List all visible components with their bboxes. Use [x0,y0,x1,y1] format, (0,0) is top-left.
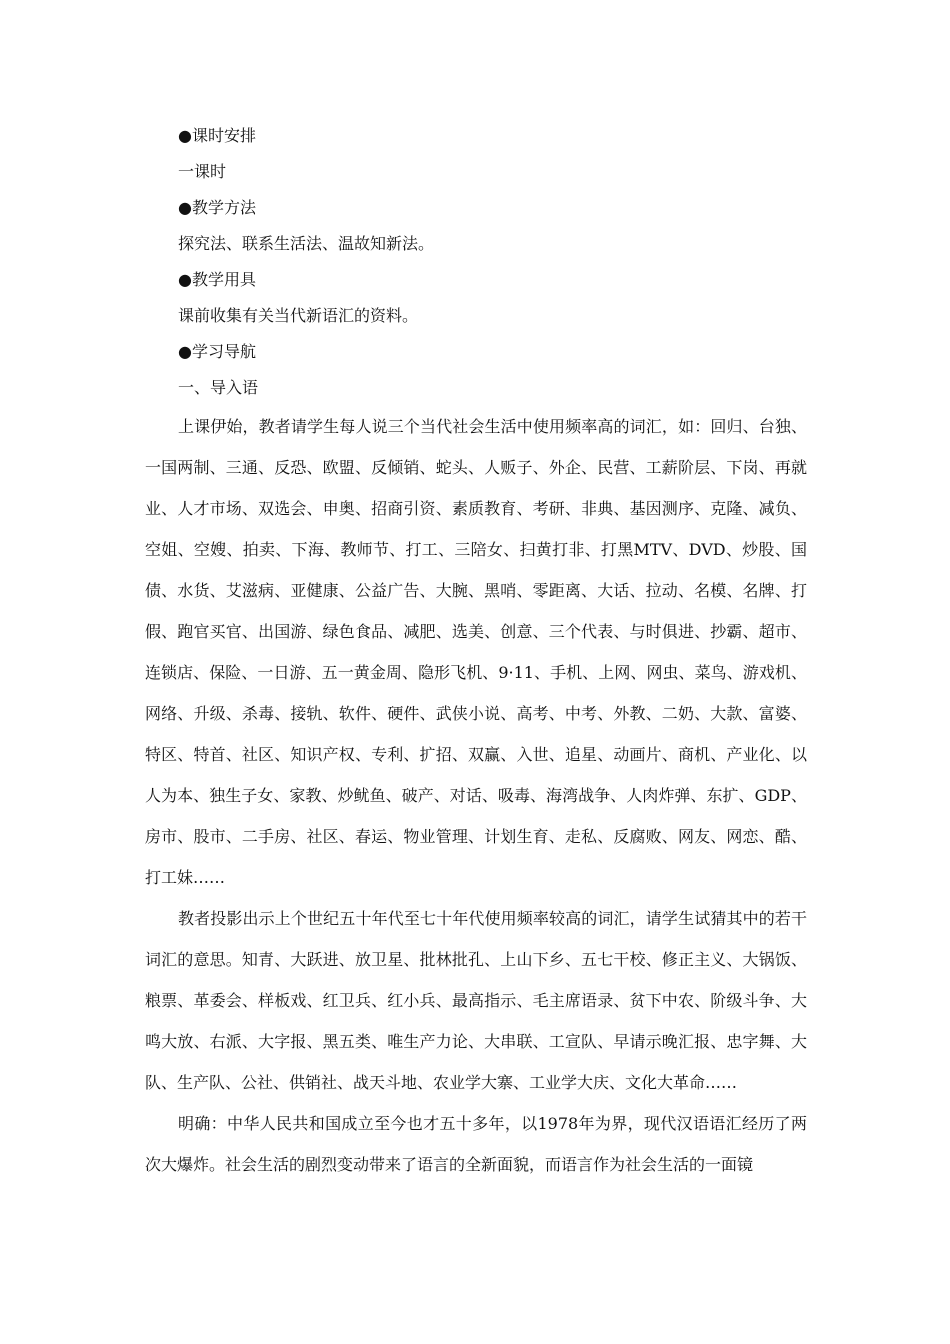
section-heading-guide: ●学习导航 [178,342,256,361]
intro-heading: 一、导入语 [178,378,259,397]
paragraph-modern-vocabulary: 上课伊始，教者请学生每人说三个当代社会生活中使用频率高的词汇，如：回归、台独、一国两制、三通、反恐、欧盟、反倾销、蛇头、人贩子、外企、民营、工薪阶层、下岗、再就业、人才市场、双选会、申奥、招商引资、素质教育、考研、非典、基因测序、克隆、减负、空姐、空嫂、拍卖、下海、教师节、打工、三陪女、扫黄打非、打黑MTV、DVD、炒股、国债、水货、艾滋病、亚健康、公益广告、大腕、黑哨、零距离、大话、拉动、名模、名牌、打假、跑官买官、出国游、绿色食品、减肥、选美、创意、三个代表、与时俱进、抄霸、超市、连锁店、保险、一日游、五一黄金周、隐形飞机、9·11、手机、上网、网虫、菜鸟、游戏机、网络、升级、杀毒、接轨、软件、硬件、武侠小说、高考、中考、外教、二奶、大款、富婆、特区、特首、社区、知识产权、专利、扩招、双赢、入世、追星、动画片、商机、产业化、以人为本、独生子女、家教、炒鱿鱼、破产、对话、吸毒、海湾战争、人肉炸弹、东扩、GDP、房市、股市、二手房、社区、春运、物业管理、计划生育、走私、反腐败、网友、网恋、酷、打工妹…… [145,417,807,887]
schedule-text: 一课时 [178,162,227,181]
section-heading-schedule: ●课时安排 [178,126,256,145]
tools-text: 课前收集有关当代新语汇的资料。 [178,306,419,325]
section-heading-tools: ●教学用具 [178,270,256,289]
paragraph-clarification: 明确：中华人民共和国成立至今也才五十多年，以1978年为界，现代汉语语汇经历了两次大爆炸。社会生活的剧烈变动带来了语言的全新面貌，而语言作为社会生活的一面镜 [145,1114,807,1174]
document-page [145,118,807,1185]
method-text: 探究法、联系生活法、温故知新法。 [178,234,435,253]
section-heading-method: ●教学方法 [178,198,256,217]
paragraph-historical-vocabulary: 教者投影出示上个世纪五十年代至七十年代使用频率较高的词汇，请学生试猜其中的若干词汇的意思。知青、大跃进、放卫星、批林批孔、上山下乡、五七干校、修正主义、大锅饭、粮票、革委会、样板戏、红卫兵、红小兵、最高指示、毛主席语录、贫下中农、阶级斗争、大鸣大放、右派、大字报、黑五类、唯生产力论、大串联、工宣队、早请示晚汇报、忠字舞、大队、生产队、公社、供销社、战天斗地、农业学大寨、工业学大庆、文化大革命…… [145,909,807,1092]
